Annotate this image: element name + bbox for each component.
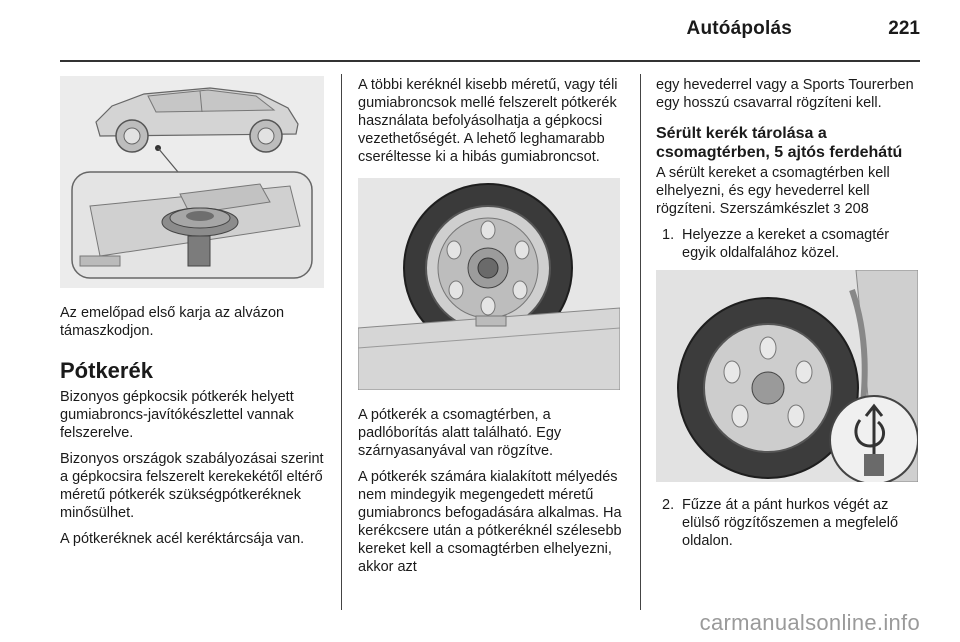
spare-wheel-illustration [358,178,620,390]
paragraph: A pótkeréknek acél keréktárcsája van. [60,531,305,547]
page-ref-arrow-icon: 3 [833,201,841,216]
list-item [656,496,920,550]
paragraph: A többi keréknél kisebb méretű, vagy téli gumiabroncsok mellé felszerelt pótkerék használata befolyásolhatja a gépkocsi vezethetőségét. A lehető leghamarabb cseréltesse ki a hibás gumiabroncsot. [358,77,618,165]
wheel-strap-illustration [656,270,918,482]
column-separator-1 [341,74,342,610]
header-rule [60,60,920,62]
header-title: Autóápolás [686,18,792,39]
paragraph: A pótkerék a csomagtérben, a padlóborítás alatt található. Egy szárnyasanyával van rögzítve. [358,407,562,459]
watermark: carmanualsonline.info [699,610,920,635]
column-1 [60,76,324,556]
paragraph [656,164,920,218]
paragraph: Bizonyos gépkocsik pótkerék helyett gumiabroncs-javítókészlettel vannak felszerelve. [60,389,294,441]
paragraph: A pótkerék számára kialakított mélyedés nem mindegyik megengedett méretű gumiabroncs befogadására alkalmas. Ha kerékcsere után a pótkeréknél szélesebb kereket kell a csomagtérben elhelyezni, akkor azt [358,469,622,575]
column-separator-2 [640,74,641,610]
paragraph-text: A sérült kereket a csomagtérben kell elhelyezni, és egy hevederrel kell rögzíteni. Szerszámkészlet [656,165,890,217]
step-number: 1. [662,227,675,243]
section-title-spare-wheel: Pótkerék [60,358,153,383]
paragraph: Bizonyos országok szabályozásai szerint a gépkocsira felszerelt kerekekétől eltérő méretű pótkerék szükségpótkeréknek minősülhet. [60,451,324,521]
lift-caption: Az emelőpad első karja az alvázon támaszkodjon. [60,305,285,339]
step-number: 2. [662,497,675,513]
subsection-title: Sérült kerék tárolása a csomagtérben, 5 ajtós ferdehátú [656,125,903,161]
step-text: Helyezze a kereket a csomagtér egyik oldalfalához közel. [682,227,890,261]
column-3 [656,76,920,558]
car-lift-illustration [60,76,324,288]
list-item [656,226,920,262]
steps-list [656,226,920,262]
page-number: 221 [888,18,920,39]
column-2 [358,76,624,584]
paragraph: egy hevederrel vagy a Sports Tourerben egy hosszú csavarral rögzíteni kell. [656,77,914,111]
page-ref-link[interactable]: 208 [844,201,869,217]
steps-list [656,496,920,550]
step-text: Fűzze át a pánt hurkos végét az elülső rögzítőszemen a megfelelő oldalon. [682,497,899,549]
